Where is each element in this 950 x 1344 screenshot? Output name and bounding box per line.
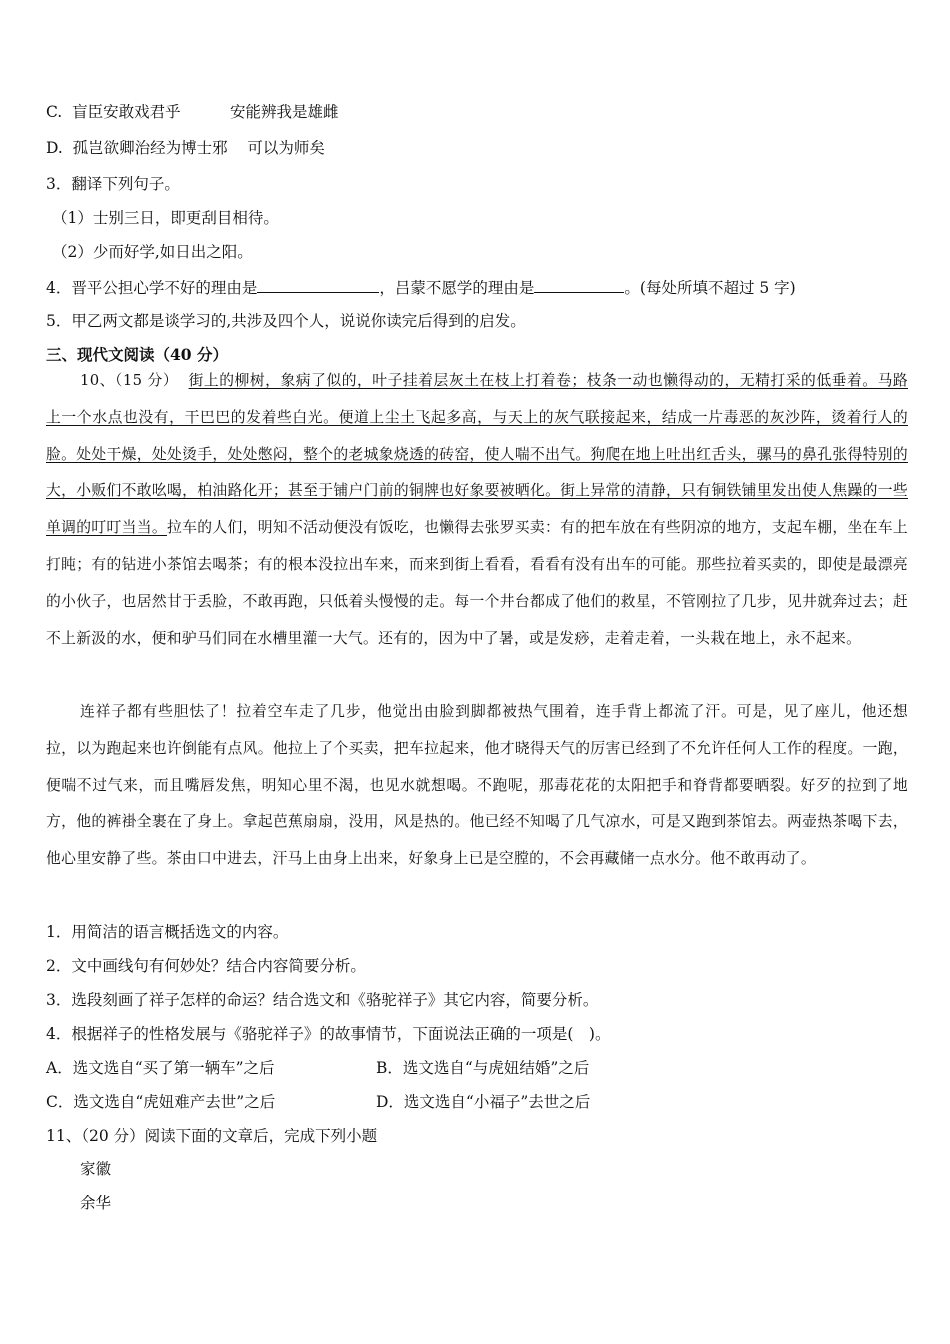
question-11: 11、（20 分）阅读下面的文章后，完成下列小题	[46, 1127, 378, 1145]
option-c-b: 安能辨我是雄雌	[230, 103, 339, 121]
sub-question-2: 2．文中画线句有何妙处？结合内容简要分析。	[46, 957, 366, 975]
choice-a[interactable]: A．选文选自“买了第一辆车”之后	[46, 1059, 275, 1077]
option-c-label: C.	[46, 103, 63, 121]
option-d-a: 孤岂欲卿治经为博士邪	[72, 139, 228, 157]
question-10-label: 10、（15 分）	[80, 372, 179, 389]
reading-passage-para2: 连祥子都有些胆怯了！拉着空车走了几步，他觉出由脸到脚都被热气围着，连手背上都流了汗。可是，见了座儿，他还想拉，以为跑起来也许倒能有点风。他拉上了个买卖，把车拉起来，他才晓得天气的厉害已经到了不允许任何人工作的程度。一跑，便喘不过气来，而且嘴唇发焦，明知心里不渴，也见水就想喝。不跑呢，那毒花花的太阳把手和脊背都要晒裂。好歹的拉到了地方，他的裤褂全裹在了身上。拿起芭蕉扇扇，没用，风是热的。他已经不知喝了几气凉水，可是又跑到茶馆去。两壶热茶喝下去，他心里安静了些。茶由口中进去，汗马上由身上出来，好象身上已是空膛的，不会再藏储一点水分。他不敢再动了。	[46, 703, 908, 868]
choice-c[interactable]: C．选文选自“虎妞难产去世”之后	[46, 1093, 276, 1111]
passage-para1-rest: 拉车的人们，明知不活动便没有饭吃，也懒得去张罗买卖：有的把车放在有些阴凉的地方，支起车棚，坐在车上打盹；有的钻进小茶馆去喝茶；有的根本没拉出车来，而来到街上看看，看看有没有出车的可能。那些拉着买卖的，即使是最漂亮的小伙子，也居然甘于丢脸，不敢再跑，只低着头慢慢的走。每一个井台都成了他们的救星，不管刚拉了几步，见井就奔过去；赶不上新汲的水，便和驴马们同在水槽里灌一大气。还有的，因为中了暑，或是发痧，走着走着，一头栽在地上，永不起来。	[46, 519, 908, 647]
article-author: 余华	[80, 1194, 112, 1212]
section-heading: 三、现代文阅读（40 分）	[46, 345, 228, 364]
choice-row-cd	[46, 1092, 908, 1112]
question-4	[46, 276, 908, 298]
question-3-2: （2）少而好学,如日出之阳。	[52, 243, 253, 261]
option-d-label: D.	[46, 139, 63, 157]
answer-blank-1[interactable]	[257, 276, 379, 293]
option-c	[46, 102, 908, 122]
question-4-part2: ，吕蒙不愿学的理由是	[379, 279, 535, 297]
choice-row-ab	[46, 1058, 908, 1078]
question-3: 3．翻译下列句子。	[46, 175, 180, 193]
article-title: 家徽	[80, 1160, 112, 1178]
option-d	[46, 138, 908, 158]
question-5: 5．甲乙两文都是谈学习的,共涉及四个人，说说你读完后得到的启发。	[46, 312, 526, 330]
sub-question-4: 4．根据祥子的性格发展与《骆驼祥子》的故事情节，下面说法正确的一项是( )。	[46, 1025, 611, 1043]
sub-question-1: 1．用简洁的语言概括选文的内容。	[46, 923, 289, 941]
underlined-sentence: 街上的柳树，象病了似的，叶子挂着层灰土在枝上打着卷；枝条一动也懒得动的，无精打采的低垂着。马路上一个水点也没有，干巴巴的发着些白光。便道上尘土飞起多高，与天上的灰气联接起来，结成一片毒恶的灰沙阵，烫着行人的脸。处处干燥，处处烫手，处处憋闷，整个的老城象烧透的砖窑，使人喘不出气。狗爬在地上吐出红舌头，骡马的鼻孔张得特别的大，小贩们不敢吆喝，柏油路化开；甚至于铺户门前的铜牌也好象要被晒化。街上异常的清静，只有铜铁铺里发出使人焦躁的一些单调的叮叮当当。	[46, 372, 908, 537]
question-4-part1: 4．晋平公担心学不好的理由是	[46, 279, 258, 297]
answer-blank-2[interactable]	[534, 276, 624, 293]
choice-d[interactable]: D．选文选自“小福子”去世之后	[376, 1093, 591, 1111]
option-c-a: 盲臣安敢戏君乎	[72, 103, 181, 121]
option-d-b: 可以为师矣	[247, 139, 325, 157]
reading-passage-para1	[46, 363, 908, 657]
sub-question-3: 3．选段刻画了祥子怎样的命运？结合选文和《骆驼祥子》其它内容，简要分析。	[46, 991, 599, 1009]
choice-b[interactable]: B．选文选自“与虎妞结婚”之后	[376, 1059, 590, 1077]
question-3-1: （1）士别三日，即更刮目相待。	[52, 209, 279, 227]
question-4-part3: 。(每处所填不超过 5 字)	[624, 279, 796, 297]
